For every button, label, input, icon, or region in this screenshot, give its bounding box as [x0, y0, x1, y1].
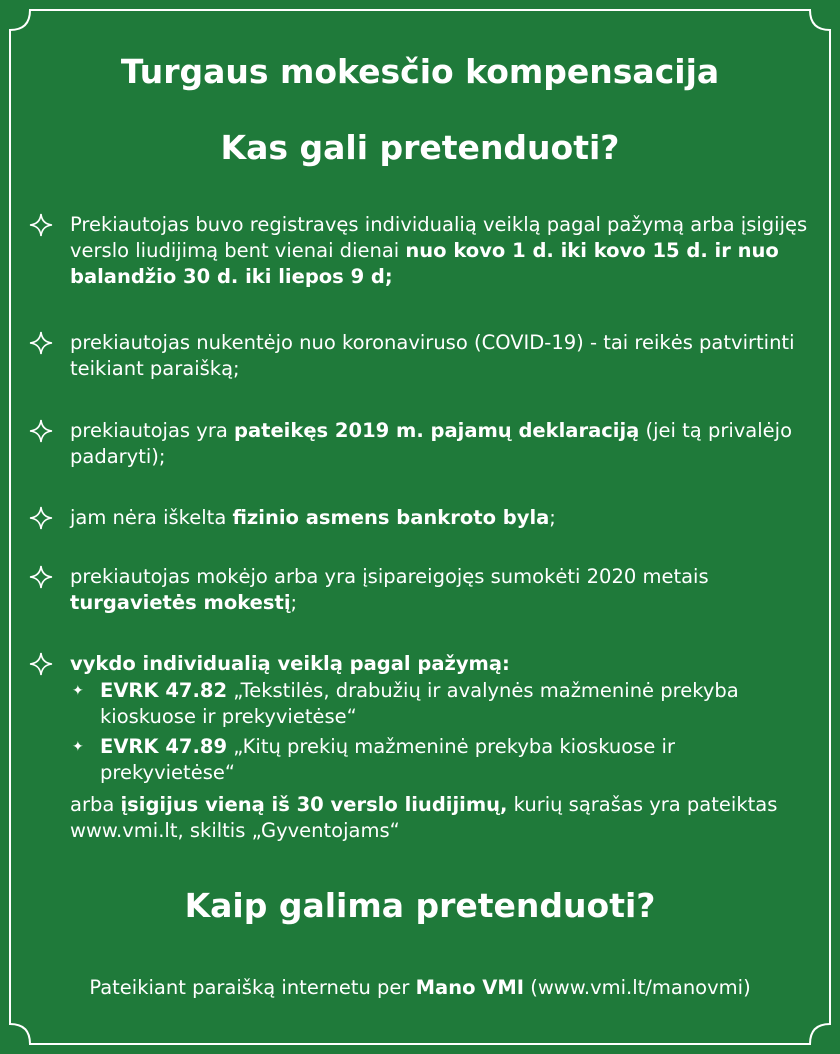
- emphasized-text: turgavietės mokestį: [70, 591, 291, 614]
- emphasized-text: nuo kovo 1 d. iki kovo 15 d. ir nuo balandžio 30 d. iki liepos 9 d;: [70, 239, 779, 288]
- emphasized-text: įsigijus vieną iš 30 verslo liudijimų,: [120, 793, 508, 816]
- four-point-star-outline-icon: [28, 330, 54, 356]
- four-point-star-outline-icon: [28, 505, 54, 531]
- text-segment: ;: [290, 591, 298, 614]
- sub-list-item: [100, 678, 810, 730]
- emphasized-text: pateikęs 2019 m. pajamų deklaraciją: [234, 419, 640, 442]
- text-segment: jam nėra iškelta: [70, 506, 233, 529]
- four-point-star-filled-icon: ✦: [72, 683, 84, 699]
- text-segment: (www.vmi.lt/manovmi): [524, 976, 751, 999]
- text-segment: Prekiautojas buvo registravęs individualią veiklą pagal pažymą arba įsigijęs verslo liudijimą bent vienai dienai: [70, 213, 808, 262]
- page-title: Turgaus mokesčio kompensacija: [120, 52, 720, 91]
- text-segment: prekiautojas yra: [70, 419, 234, 442]
- section-title-who: Kas gali pretenduoti?: [220, 128, 620, 167]
- sub-list-item: [100, 734, 810, 786]
- list-item: [70, 212, 810, 290]
- text-segment: Pateikiant paraišką internetu per: [89, 976, 416, 999]
- list-item: [70, 505, 810, 531]
- four-point-star-filled-icon: ✦: [72, 739, 84, 755]
- emphasized-text: EVRK 47.82: [100, 679, 228, 702]
- text-segment: „Tekstilės, drabužių ir avalynės mažmeninė prekyba kioskuose ir prekyvietėse“: [100, 679, 739, 728]
- list-item: [70, 651, 810, 677]
- text-segment: (jei tą privalėjo padaryti);: [70, 419, 793, 468]
- emphasized-text: Mano VMI: [415, 976, 525, 999]
- text-segment: prekiautojas nukentėjo nuo koronaviruso (COVID-19) - tai reikės patvirtinti teikiant paraišką;: [70, 331, 795, 380]
- text-segment: kurių sąrašas yra pateiktas www.vmi.lt, skiltis „Gyventojams“: [70, 793, 778, 842]
- list-item: [70, 564, 810, 616]
- text-segment: arba: [70, 793, 121, 816]
- alternative-note: [70, 792, 810, 844]
- four-point-star-outline-icon: [28, 651, 54, 677]
- text-segment: „Kitų prekių mažmeninė prekyba kioskuose ir prekyvietėse“: [100, 735, 675, 784]
- four-point-star-outline-icon: [28, 418, 54, 444]
- text-segment: ;: [549, 506, 556, 529]
- list-item: [70, 330, 810, 382]
- four-point-star-outline-icon: [28, 564, 54, 590]
- emphasized-text: EVRK 47.89: [100, 735, 228, 758]
- text-segment: prekiautojas mokėjo arba yra įsipareigojęs sumokėti 2020 metais: [70, 565, 709, 588]
- emphasized-text: fizinio asmens bankroto byla: [232, 506, 550, 529]
- application-instruction: [0, 976, 840, 999]
- list-item: [70, 418, 810, 470]
- section-title-how: Kaip galima pretenduoti?: [184, 886, 656, 925]
- four-point-star-outline-icon: [28, 212, 54, 238]
- emphasized-text: vykdo individualią veiklą pagal pažymą:: [70, 652, 510, 675]
